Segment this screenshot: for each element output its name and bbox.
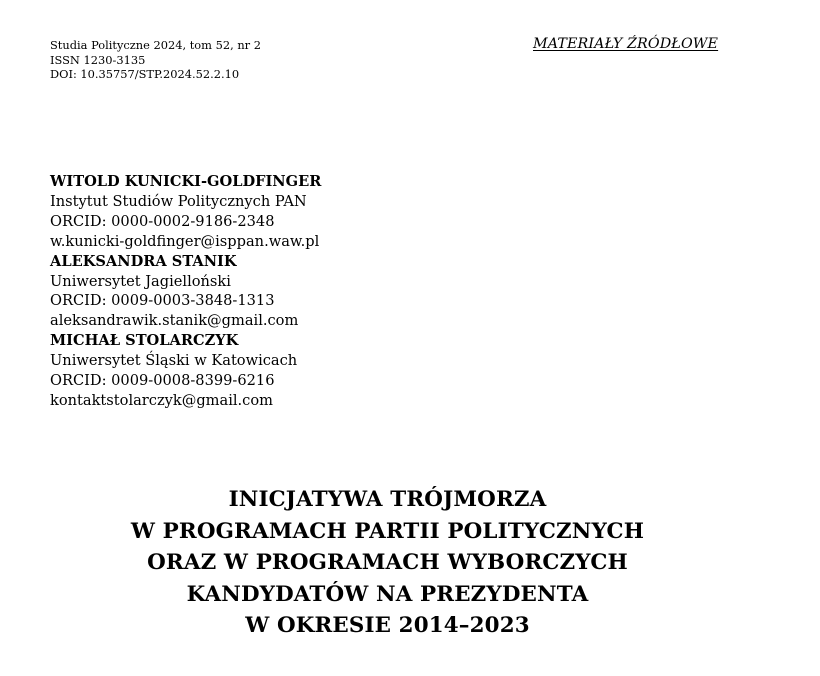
author-affiliation: Uniwersytet Śląski w Katowicach [50, 352, 298, 370]
title-line: ORAZ W PROGRAMACH WYBORCZYCH [147, 550, 628, 575]
journal-meta [50, 38, 261, 82]
author-affiliation: Instytut Studiów Politycznych PAN [50, 192, 307, 210]
author-email: w.kunicki-goldfinger@isppan.waw.pl [50, 232, 320, 250]
author-block [50, 172, 321, 252]
title-line: W OKRESIE 2014–2023 [245, 613, 530, 638]
author-list [50, 172, 321, 411]
author-orcid: ORCID: 0000-0002-9186-2348 [50, 212, 275, 230]
journal-citation: Studia Polityczne 2024, tom 52, nr 2 [50, 38, 261, 52]
author-name: ALEKSANDRA STANIK [50, 252, 237, 270]
article-title [0, 484, 775, 642]
author-block [50, 331, 321, 411]
author-affiliation: Uniwersytet Jagielloński [50, 272, 231, 290]
title-line: INICJATYWA TRÓJMORZA [228, 487, 547, 512]
author-name: WITOLD KUNICKI-GOLDFINGER [50, 173, 322, 190]
author-orcid: ORCID: 0009-0008-8399-6216 [50, 372, 275, 390]
author-email: kontaktstolarczyk@gmail.com [50, 391, 273, 409]
section-label: MATERIAŁY ŹRÓDŁOWE [533, 36, 719, 52]
journal-issn: ISSN 1230-3135 [50, 52, 146, 67]
author-orcid: ORCID: 0009-0003-3848-1313 [50, 292, 275, 310]
author-email: aleksandrawik.stanik@gmail.com [50, 312, 299, 330]
author-block [50, 252, 321, 332]
journal-doi: DOI: 10.35757/STP.2024.52.2.10 [50, 67, 240, 81]
title-line: W PROGRAMACH PARTII POLITYCZNYCH [130, 518, 645, 544]
author-name: MICHAŁ STOLARCZYK [50, 332, 239, 350]
title-line: KANDYDATÓW NA PREZYDENTA [186, 581, 589, 607]
